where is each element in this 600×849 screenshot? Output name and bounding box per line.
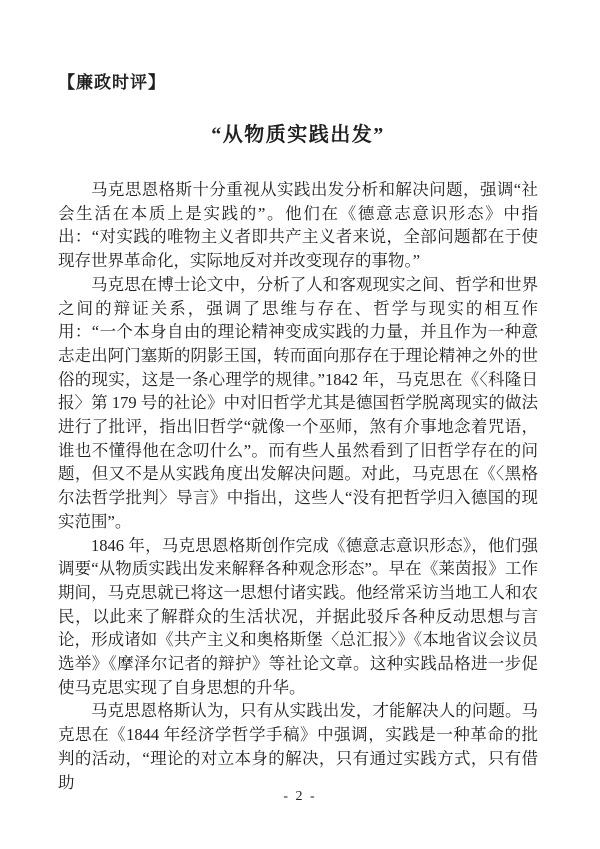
paragraph-3: 1846 年，马克思恩格斯创作完成《德意志意识形态》，他们强调要“从物质实践出发来解释各种观念形态”。早在《莱茵报》工作期间，马克思就已将这一思想付诸实践。他经常采访当地工人和农民，以此来了解群众的生活状况，并据此驳斥各种反动思想与言论，形成诸如《共产主义和奥格斯堡〈总汇报〉》《本地省议会议员选举》《摩泽尔记者的辩护》等社论文章。这种实践品格进一步促使马克思实现了自身思想的升华。 (58, 535, 538, 697)
page-number: - 2 - (283, 789, 317, 804)
column-header: 【廉政时评】 (58, 73, 166, 92)
paragraph-1: 马克思恩格斯十分重视从实践出发分析和解决问题，强调“社会生活在本质上是实践的”。他们在《德意志意识形态》中指出：“对实践的唯物主义者即共产主义者来说，全部问题都在于使现存世界革命化，实际地反对并改变现存的事物。” (58, 180, 538, 271)
article-body (58, 178, 538, 794)
paragraph-4: 马克思恩格斯认为，只有从实践出发，才能解决人的问题。马克思在《1844 年经济学哲学手稿》中强调，实践是一种革命的批判的活动，“理论的对立本身的解决，只有通过实践方式，只有借助 (58, 701, 538, 792)
paragraph-2: 马克思在博士论文中，分析了人和客观现实之间、哲学和世界之间的辩证关系，强调了思维与存在、哲学与现实的相互作用：“一个本身自由的理论精神变成实践的力量，并且作为一种意志走出阿门塞斯的阴影王国，转而面向那存在于理论精神之外的世俗的现实，这是一条心理学的规律。”1842 年，马克思在《〈科隆日报〉第 179 号的社论》中对旧哲学尤其是德国哲学脱离现实的做法进行了批评，指出旧哲学“就像一个巫师，煞有介事地念着咒语，谁也不懂得他在念叨什么”。而有些人虽然看到了旧哲学存在的问题，但又不是从实践角度出发解决问题。对此，马克思在《〈黑格尔法哲学批判〉导言》中指出，这些人“没有把哲学归入德国的现实范围”。 (58, 274, 538, 531)
article-title: “从物质实践出发” (211, 124, 385, 146)
